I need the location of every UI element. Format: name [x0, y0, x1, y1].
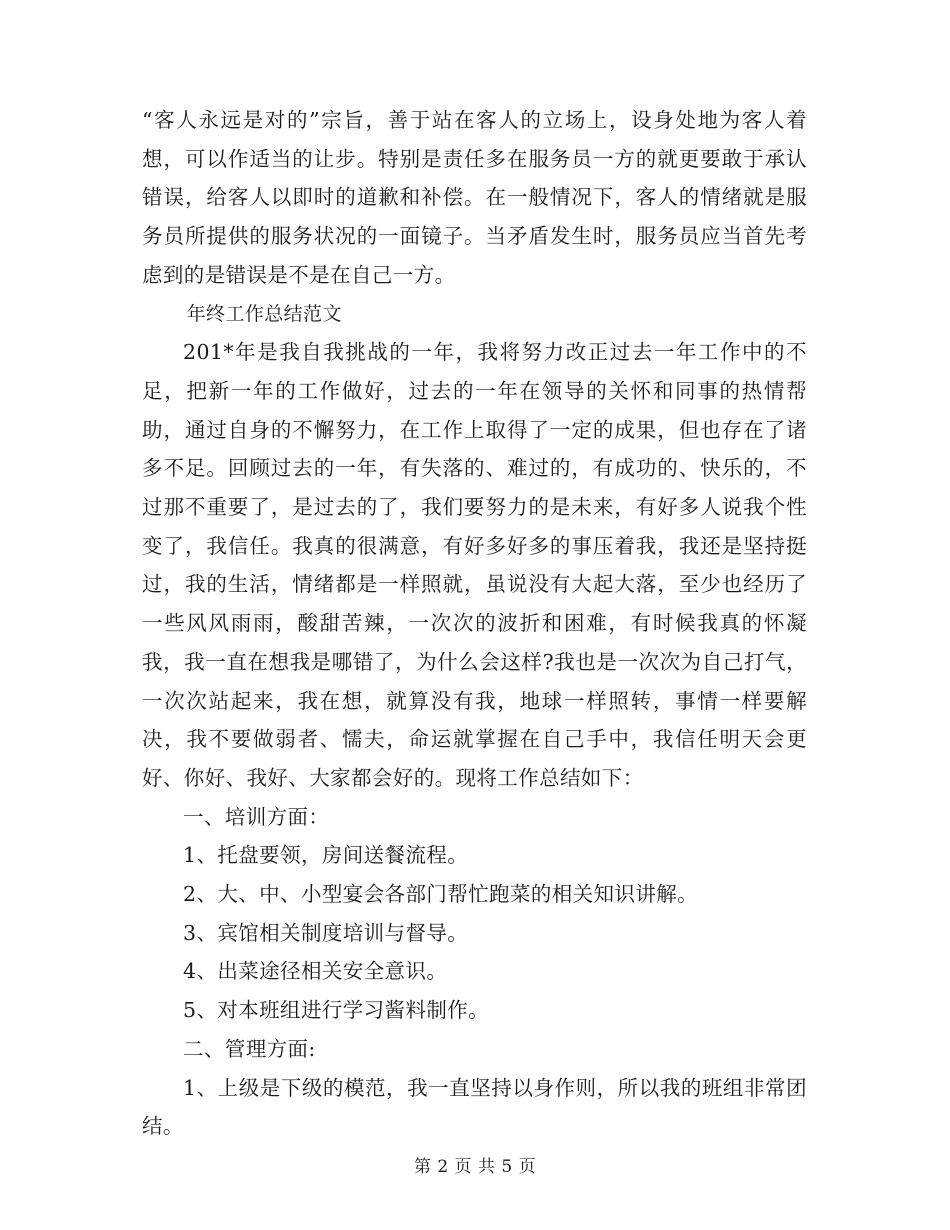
page-number-footer: 第 2 页 共 5 页 [413, 1157, 537, 1177]
list-item-training-2: 2、大、中、小型宴会各部门帮忙跑菜的相关知识讲解。 [183, 882, 699, 907]
paragraph-intro: 201*年是我自我挑战的一年，我将努力改正过去一年工作中的不足，把新一年的工作做好，过去的一年在领导的关怀和同事的热情帮助，通过自身的不懈努力，在工作上取得了一定的成果，但也存在了诸多不足。回顾过去的一年，有失落的、难过的，有成功的、快乐的，不过那不重要了，是过去的了，我们要努力的是未来，有好多人说我个性变了，我信任。我真的很满意，有好多好多的事压着我，我还是坚持挺过，我的生活，情绪都是一样照就，虽说没有大起大落，至少也经历了一些风风雨雨，酸甜苦辣，一次次的波折和困难，有时候我真的怀凝我，我一直在想我是哪错了，为什么会这样?我也是一次次为自己打气，一次次站起来，我在想，就算没有我，地球一样照转，事情一样要解决，我不要做弱者、懦夫，命运就掌握在自己手中，我信任明天会更好、你好、我好、大家都会好的。现将工作总结如下： [142, 340, 807, 790]
list-item-training-5: 5、对本班组进行学习酱料制作。 [183, 998, 490, 1023]
document-body [142, 101, 807, 1146]
paragraph-continuation: “客人永远是对的”宗旨，善于站在客人的立场上，设身处地为客人着想，可以作适当的让步。特别是责任多在服务员一方的就更要敢于承认错误，给客人以即时的道歉和补偿。在一般情况下，客人的情绪就是服务员所提供的服务状况的一面镜子。当矛盾发生时，服务员应当首先考虑到的是错误是不是在自己一方。 [142, 108, 807, 287]
list-item-training-3: 3、宾馆相关制度培训与督导。 [183, 920, 469, 945]
heading-training: 一、培训方面： [183, 804, 330, 829]
list-item-training-4: 4、出菜途径相关安全意识。 [183, 959, 448, 984]
section-title: 年终工作总结范文 [186, 302, 342, 325]
list-item-training-1: 1、托盘要领，房间送餐流程。 [183, 843, 469, 868]
list-item-management-1: 1、上级是下级的模范，我一直坚持以身作则，所以我的班组非常团结。 [142, 1075, 807, 1139]
heading-management: 二、管理方面: [183, 1036, 316, 1061]
